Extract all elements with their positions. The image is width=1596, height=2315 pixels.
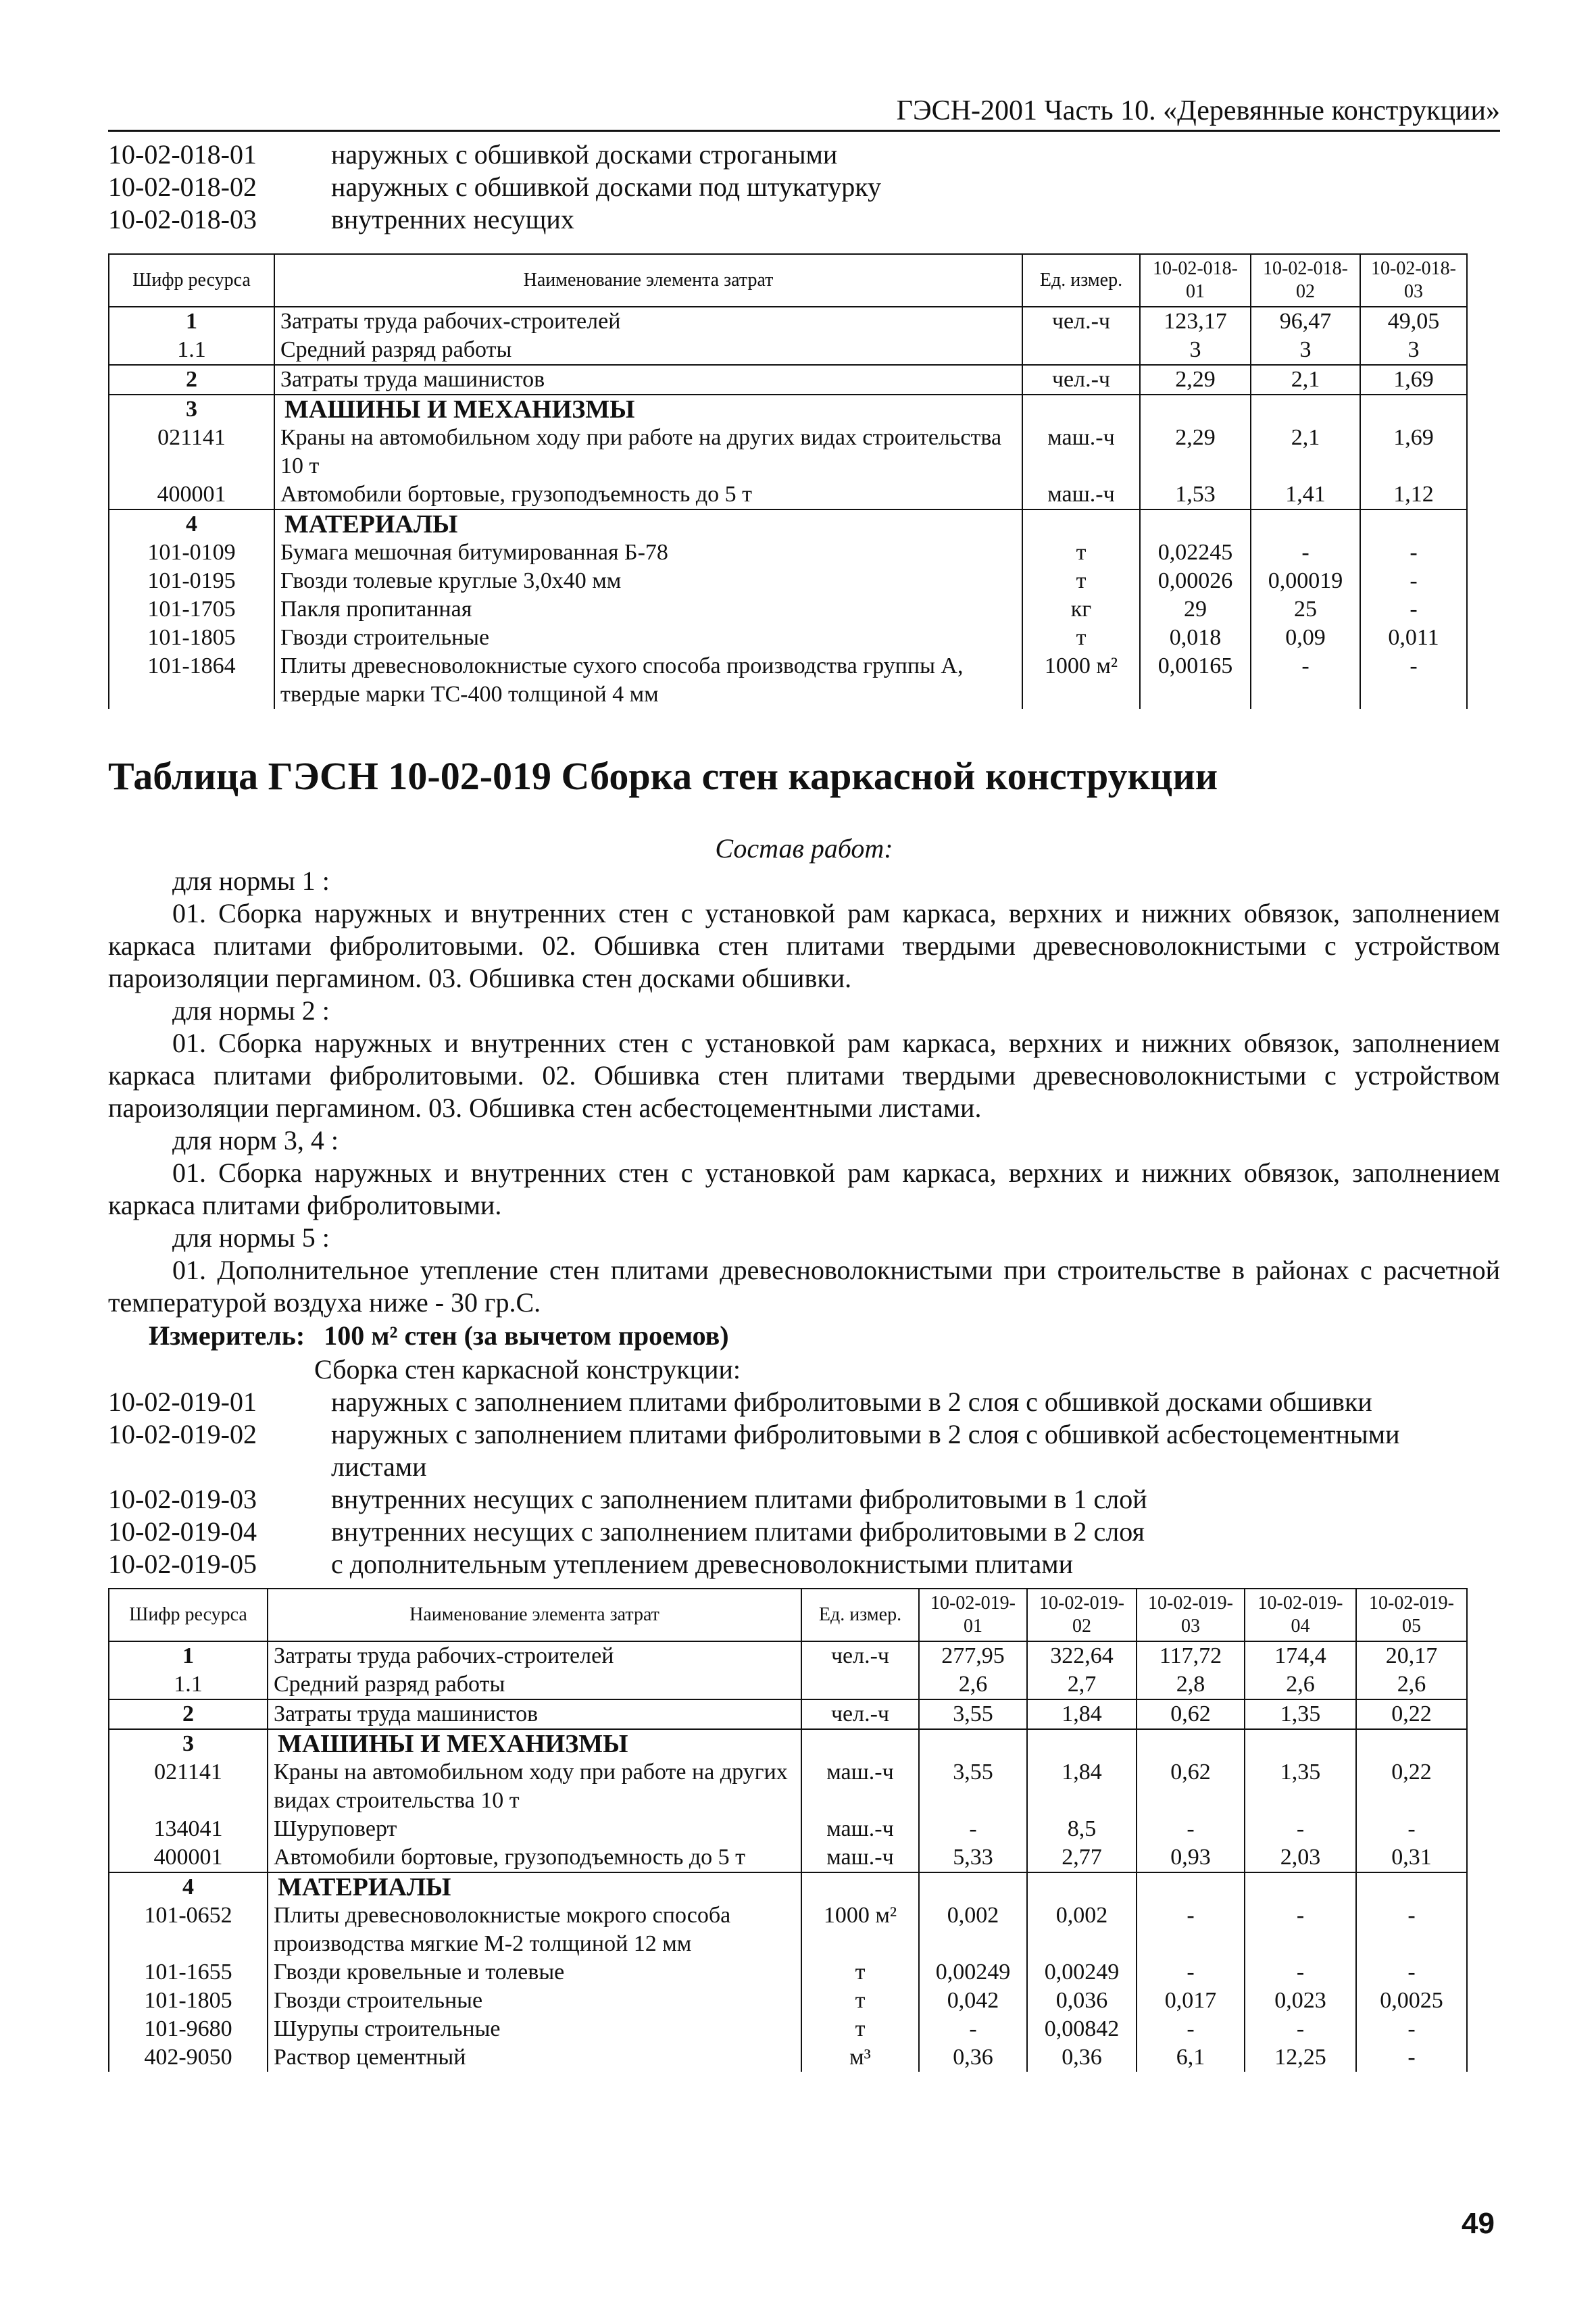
- cell-value: 3: [1251, 336, 1360, 365]
- code-line: [108, 1516, 1500, 1548]
- cell-value: 0,62: [1137, 1699, 1245, 1729]
- cell-name: Автомобили бортовые, грузоподъемность до 5 т: [274, 480, 1022, 509]
- cell-value: 0,36: [919, 2043, 1027, 2072]
- cell-value: [1356, 1729, 1467, 1758]
- table-row: [109, 1958, 1467, 1987]
- cell-unit: т: [801, 1958, 919, 1987]
- measure-label: Измеритель:: [149, 1320, 305, 1351]
- table-row: [109, 1670, 1467, 1699]
- cell-unit: чел.-ч: [801, 1699, 919, 1729]
- code-list-019: [108, 1386, 1500, 1580]
- norm-text: 01. Сборка наружных и внутренних стен с установкой рам каркаса, верхних и нижних обвязок, заполнением каркаса плитами фибролитовыми. 02. Обшивка стен плитами твердыми древесноволокнистыми с устройством пароизоляции пергамином. 03. Обшивка стен досками обшивки.: [108, 898, 1500, 993]
- code-line: [108, 171, 1500, 203]
- table-row: [109, 1815, 1467, 1843]
- table-row: [109, 424, 1467, 480]
- cell-value: -: [1245, 2015, 1356, 2043]
- cell-unit: м³: [801, 2043, 919, 2072]
- cell-value: 0,93: [1137, 1843, 1245, 1872]
- cell-code: 101-1805: [109, 624, 274, 652]
- cell-unit: [801, 1872, 919, 1901]
- cell-value: 0,22: [1356, 1699, 1467, 1729]
- col-header-norm-1: 10-02-018-01: [1140, 254, 1251, 307]
- code: 10-02-019-01: [108, 1387, 257, 1417]
- cell-name: Затраты труда машинистов: [274, 365, 1022, 395]
- cell-name: МАТЕРИАЛЫ: [268, 1872, 801, 1901]
- cell-unit: 1000 м²: [1022, 652, 1140, 709]
- running-header: ГЭСН-2001 Часть 10. «Деревянные конструкции»: [896, 95, 1500, 126]
- cell-value: 3: [1140, 336, 1251, 365]
- cell-value: -: [1137, 1958, 1245, 1987]
- norm-label: для нормы 5 :: [172, 1222, 330, 1253]
- cell-value: 277,95: [919, 1641, 1027, 1670]
- table-row: [109, 624, 1467, 652]
- cell-unit: чел.-ч: [1022, 307, 1140, 336]
- cell-value: 2,6: [919, 1670, 1027, 1699]
- cell-value: [919, 1729, 1027, 1758]
- code-desc: наружных с заполнением плитами фибролитовыми в 2 слоя с обшивкой досками обшивки: [331, 1387, 1372, 1417]
- cell-code: 400001: [109, 480, 274, 509]
- cell-unit: [1022, 509, 1140, 539]
- cell-name: Затраты труда рабочих-строителей: [268, 1641, 801, 1670]
- cell-value: [919, 1872, 1027, 1901]
- table-row: [109, 1987, 1467, 2015]
- cell-value: 0,00019: [1251, 567, 1360, 595]
- cell-value: 2,8: [1137, 1670, 1245, 1699]
- cell-value: 5,33: [919, 1843, 1027, 1872]
- cell-value: 117,72: [1137, 1641, 1245, 1670]
- cell-name: Краны на автомобильном ходу при работе на других видах строительства 10 т: [268, 1758, 801, 1815]
- cell-value: -: [1356, 2043, 1467, 2072]
- cell-code: 021141: [109, 1758, 268, 1815]
- table-title: Таблица ГЭСН 10-02-019 Сборка стен каркасной конструкции: [108, 754, 1218, 798]
- cell-name: Затраты труда машинистов: [268, 1699, 801, 1729]
- cell-code: 400001: [109, 1843, 268, 1872]
- cell-value: 1,69: [1360, 424, 1467, 480]
- cell-code: 1.1: [109, 1670, 268, 1699]
- col-header-unit: Ед. измер.: [1022, 254, 1140, 307]
- code-desc: с дополнительным утеплением древесноволокнистыми плитами: [331, 1549, 1074, 1579]
- cell-name: Плиты древесноволокнистые мокрого способа производства мягкие М-2 толщиной 12 мм: [268, 1901, 801, 1958]
- norm-label: для норм 3, 4 :: [172, 1125, 339, 1155]
- cell-value: -: [1356, 1958, 1467, 1987]
- code-line: [108, 203, 1500, 236]
- cell-value: [1251, 509, 1360, 539]
- code-desc: внутренних несущих с заполнением плитами фибролитовыми в 2 слоя: [331, 1516, 1145, 1547]
- cell-unit: т: [801, 2015, 919, 2043]
- cell-name: Раствор цементный: [268, 2043, 801, 2072]
- cell-code: 101-0652: [109, 1901, 268, 1958]
- cell-value: 0,22: [1356, 1758, 1467, 1815]
- cell-value: 0,36: [1027, 2043, 1137, 2072]
- cell-unit: [1022, 395, 1140, 424]
- cell-name: Автомобили бортовые, грузоподъемность до 5 т: [268, 1843, 801, 1872]
- cell-value: 2,77: [1027, 1843, 1137, 1872]
- cell-value: 8,5: [1027, 1815, 1137, 1843]
- cell-code: 2: [109, 1699, 268, 1729]
- cell-name: Гвозди кровельные и толевые: [268, 1958, 801, 1987]
- col-header-code: Шифр ресурса: [109, 254, 274, 307]
- measure-line: [108, 1320, 1500, 1352]
- cell-value: 1,35: [1245, 1699, 1356, 1729]
- work-composition-heading: Состав работ:: [715, 833, 893, 864]
- cell-value: -: [1251, 652, 1360, 709]
- code-desc: наружных с обшивкой досками строгаными: [331, 139, 838, 170]
- cell-value: 0,0025: [1356, 1987, 1467, 2015]
- cell-value: [1360, 509, 1467, 539]
- cell-value: -: [919, 2015, 1027, 2043]
- table-row: [109, 595, 1467, 624]
- cell-code: 4: [109, 509, 274, 539]
- cell-value: 0,002: [919, 1901, 1027, 1958]
- code: 10-02-018-03: [108, 204, 257, 234]
- cell-unit: маш.-ч: [801, 1843, 919, 1872]
- cell-value: [1356, 1872, 1467, 1901]
- code-line: [108, 1418, 1500, 1483]
- norms-text: [108, 865, 1500, 1319]
- table-row: [109, 1758, 1467, 1815]
- top-code-list: [108, 139, 1500, 236]
- code: 10-02-019-05: [108, 1549, 257, 1579]
- cell-unit: [801, 1670, 919, 1699]
- cell-value: -: [1356, 1901, 1467, 1958]
- cell-unit: чел.-ч: [1022, 365, 1140, 395]
- table-row: [109, 480, 1467, 509]
- cell-value: 2,29: [1140, 424, 1251, 480]
- cell-value: [1245, 1872, 1356, 1901]
- cell-value: -: [919, 1815, 1027, 1843]
- cell-value: 20,17: [1356, 1641, 1467, 1670]
- cell-code: 402-9050: [109, 2043, 268, 2072]
- cell-value: 0,62: [1137, 1758, 1245, 1815]
- header-rule: [108, 130, 1500, 132]
- cell-value: -: [1356, 2015, 1467, 2043]
- norm-label: для нормы 2 :: [172, 995, 330, 1026]
- cell-value: -: [1360, 595, 1467, 624]
- cell-unit: т: [1022, 567, 1140, 595]
- cell-value: 0,017: [1137, 1987, 1245, 2015]
- code-line: [108, 1548, 1500, 1580]
- col-header-norm-2: 10-02-019-02: [1027, 1589, 1137, 1641]
- cell-value: -: [1245, 1958, 1356, 1987]
- cell-unit: т: [801, 1987, 919, 2015]
- cell-name: Шуруповерт: [268, 1815, 801, 1843]
- cell-value: [1137, 1872, 1245, 1901]
- table-row: [109, 395, 1467, 424]
- cell-value: -: [1245, 1901, 1356, 1958]
- code: 10-02-019-04: [108, 1516, 257, 1547]
- cell-value: 2,6: [1356, 1670, 1467, 1699]
- cell-value: [1140, 395, 1251, 424]
- cell-code: 3: [109, 1729, 268, 1758]
- col-header-norm-3: 10-02-019-03: [1137, 1589, 1245, 1641]
- norm-label: для нормы 1 :: [172, 866, 330, 896]
- code: 10-02-018-02: [108, 172, 257, 202]
- cell-value: 0,002: [1027, 1901, 1137, 1958]
- cell-value: 0,31: [1356, 1843, 1467, 1872]
- cell-value: [1027, 1872, 1137, 1901]
- cell-value: 1,84: [1027, 1699, 1137, 1729]
- cell-value: 25: [1251, 595, 1360, 624]
- cell-value: 2,29: [1140, 365, 1251, 395]
- table-row: [109, 1872, 1467, 1901]
- cell-value: [1245, 1729, 1356, 1758]
- cell-value: -: [1245, 1815, 1356, 1843]
- cell-value: 0,00026: [1140, 567, 1251, 595]
- table-row: [109, 336, 1467, 365]
- table-row: [109, 539, 1467, 567]
- col-header-norm-5: 10-02-019-05: [1356, 1589, 1467, 1641]
- cell-value: 49,05: [1360, 307, 1467, 336]
- cell-name: Бумага мешочная битумированная Б-78: [274, 539, 1022, 567]
- cell-value: 0,00249: [919, 1958, 1027, 1987]
- table-row: [109, 1901, 1467, 1958]
- cell-value: [1027, 1729, 1137, 1758]
- cell-unit: [801, 1729, 919, 1758]
- cell-name: МАШИНЫ И МЕХАНИЗМЫ: [268, 1729, 801, 1758]
- table-row: [109, 509, 1467, 539]
- cell-name: Средний разряд работы: [274, 336, 1022, 365]
- code-line: [108, 1483, 1500, 1516]
- cell-code: 1: [109, 307, 274, 336]
- cell-value: 96,47: [1251, 307, 1360, 336]
- cell-unit: маш.-ч: [801, 1758, 919, 1815]
- cell-name: Краны на автомобильном ходу при работе на других видах строительства 10 т: [274, 424, 1022, 480]
- cell-code: 101-1805: [109, 1987, 268, 2015]
- cell-value: 29: [1140, 595, 1251, 624]
- cell-value: 1,53: [1140, 480, 1251, 509]
- cell-value: -: [1356, 1815, 1467, 1843]
- code-desc: внутренних несущих с заполнением плитами фибролитовыми в 1 слой: [331, 1484, 1147, 1514]
- cell-unit: 1000 м²: [801, 1901, 919, 1958]
- cell-name: Гвозди строительные: [274, 624, 1022, 652]
- cell-value: 2,03: [1245, 1843, 1356, 1872]
- cell-unit: чел.-ч: [801, 1641, 919, 1670]
- cell-value: 0,023: [1245, 1987, 1356, 2015]
- cell-value: [1360, 395, 1467, 424]
- code: 10-02-018-01: [108, 139, 257, 170]
- cell-code: 3: [109, 395, 274, 424]
- code-desc: внутренних несущих: [331, 204, 574, 234]
- table-row: [109, 2043, 1467, 2072]
- col-header-norm-4: 10-02-019-04: [1245, 1589, 1356, 1641]
- cell-value: [1137, 1729, 1245, 1758]
- cell-value: -: [1360, 567, 1467, 595]
- resource-table-018: [108, 253, 1468, 709]
- cell-value: [1140, 509, 1251, 539]
- cell-value: 0,042: [919, 1987, 1027, 2015]
- cell-value: -: [1137, 1901, 1245, 1958]
- cell-value: [1251, 395, 1360, 424]
- col-header-code: Шифр ресурса: [109, 1589, 268, 1641]
- table-row: [109, 1641, 1467, 1670]
- cell-value: 0,00165: [1140, 652, 1251, 709]
- cell-unit: маш.-ч: [801, 1815, 919, 1843]
- cell-code: 101-1864: [109, 652, 274, 709]
- cell-unit: маш.-ч: [1022, 480, 1140, 509]
- cell-name: Шурупы строительные: [268, 2015, 801, 2043]
- cell-code: 021141: [109, 424, 274, 480]
- cell-name: Гвозди толевые круглые 3,0х40 мм: [274, 567, 1022, 595]
- cell-value: 3,55: [919, 1758, 1027, 1815]
- cell-name: МАТЕРИАЛЫ: [274, 509, 1022, 539]
- cell-name: Гвозди строительные: [268, 1987, 801, 2015]
- col-header-unit: Ед. измер.: [801, 1589, 919, 1641]
- subtitle: Сборка стен каркасной конструкции:: [314, 1354, 741, 1385]
- page-number: 49: [1462, 2207, 1495, 2240]
- table-row: [109, 1843, 1467, 1872]
- cell-code: 101-0109: [109, 539, 274, 567]
- cell-value: 12,25: [1245, 2043, 1356, 2072]
- cell-unit: т: [1022, 539, 1140, 567]
- col-header-norm-1: 10-02-019-01: [919, 1589, 1027, 1641]
- table-row: [109, 307, 1467, 336]
- cell-code: 134041: [109, 1815, 268, 1843]
- cell-value: 0,00249: [1027, 1958, 1137, 1987]
- cell-value: 174,4: [1245, 1641, 1356, 1670]
- cell-value: 2,7: [1027, 1670, 1137, 1699]
- col-header-name: Наименование элемента затрат: [274, 254, 1022, 307]
- cell-value: -: [1137, 2015, 1245, 2043]
- cell-value: 1,84: [1027, 1758, 1137, 1815]
- norm-text: 01. Дополнительное утепление стен плитами древесноволокнистыми при строительстве в районах с расчетной температурой воздуха ниже - 30 гр.С.: [108, 1255, 1500, 1318]
- table-row: [109, 2015, 1467, 2043]
- cell-value: -: [1360, 539, 1467, 567]
- cell-value: 1,41: [1251, 480, 1360, 509]
- cell-name: Пакля пропитанная: [274, 595, 1022, 624]
- cell-name: Затраты труда рабочих-строителей: [274, 307, 1022, 336]
- code-line: [108, 1386, 1500, 1418]
- cell-value: 2,6: [1245, 1670, 1356, 1699]
- cell-value: -: [1251, 539, 1360, 567]
- norm-text: 01. Сборка наружных и внутренних стен с установкой рам каркаса, верхних и нижних обвязок, заполнением каркаса плитами фибролитовыми. 02. Обшивка стен плитами твердыми древесноволокнистыми с устройством пароизоляции пергамином. 03. Обшивка стен асбестоцементными листами.: [108, 1028, 1500, 1123]
- cell-code: 1: [109, 1641, 268, 1670]
- col-header-norm-2: 10-02-018-02: [1251, 254, 1360, 307]
- cell-code: 101-9680: [109, 2015, 268, 2043]
- cell-code: 2: [109, 365, 274, 395]
- cell-value: 1,69: [1360, 365, 1467, 395]
- cell-unit: маш.-ч: [1022, 424, 1140, 480]
- table-row: [109, 1729, 1467, 1758]
- cell-name: МАШИНЫ И МЕХАНИЗМЫ: [274, 395, 1022, 424]
- resource-table-019: [108, 1588, 1468, 2072]
- cell-value: 0,00842: [1027, 2015, 1137, 2043]
- code: 10-02-019-03: [108, 1484, 257, 1514]
- cell-code: 101-1705: [109, 595, 274, 624]
- code-desc: наружных с обшивкой досками под штукатурку: [331, 172, 882, 202]
- cell-unit: кг: [1022, 595, 1140, 624]
- cell-value: 0,09: [1251, 624, 1360, 652]
- cell-value: 0,011: [1360, 624, 1467, 652]
- cell-value: 2,1: [1251, 365, 1360, 395]
- norm-text: 01. Сборка наружных и внутренних стен с установкой рам каркаса, верхних и нижних обвязок, заполнением каркаса плитами фибролитовыми.: [108, 1158, 1500, 1220]
- col-header-norm-3: 10-02-018-03: [1360, 254, 1467, 307]
- cell-value: -: [1137, 1815, 1245, 1843]
- table-row: [109, 567, 1467, 595]
- table-row: [109, 1699, 1467, 1729]
- code-desc: наружных с заполнением плитами фибролитовыми в 2 слоя с обшивкой асбестоцементными листами: [331, 1419, 1400, 1482]
- cell-unit: т: [1022, 624, 1140, 652]
- code-line: [108, 139, 1500, 171]
- code: 10-02-019-02: [108, 1419, 257, 1449]
- col-header-name: Наименование элемента затрат: [268, 1589, 801, 1641]
- cell-unit: [1022, 336, 1140, 365]
- cell-name: Средний разряд работы: [268, 1670, 801, 1699]
- cell-value: 0,02245: [1140, 539, 1251, 567]
- cell-value: 123,17: [1140, 307, 1251, 336]
- cell-value: 3,55: [919, 1699, 1027, 1729]
- cell-value: 6,1: [1137, 2043, 1245, 2072]
- measure-value: 100 м² стен (за вычетом проемов): [324, 1320, 729, 1351]
- cell-value: 0,036: [1027, 1987, 1137, 2015]
- table-row: [109, 365, 1467, 395]
- cell-value: 2,1: [1251, 424, 1360, 480]
- cell-value: -: [1360, 652, 1467, 709]
- cell-value: 1,35: [1245, 1758, 1356, 1815]
- cell-code: 101-0195: [109, 567, 274, 595]
- cell-value: 1,12: [1360, 480, 1467, 509]
- cell-value: 3: [1360, 336, 1467, 365]
- cell-value: 0,018: [1140, 624, 1251, 652]
- table-row: [109, 652, 1467, 709]
- cell-code: 4: [109, 1872, 268, 1901]
- cell-code: 101-1655: [109, 1958, 268, 1987]
- cell-value: 322,64: [1027, 1641, 1137, 1670]
- cell-name: Плиты древесноволокнистые сухого способа производства группы А, твердые марки ТС-400 толщиной 4 мм: [274, 652, 1022, 709]
- cell-code: 1.1: [109, 336, 274, 365]
